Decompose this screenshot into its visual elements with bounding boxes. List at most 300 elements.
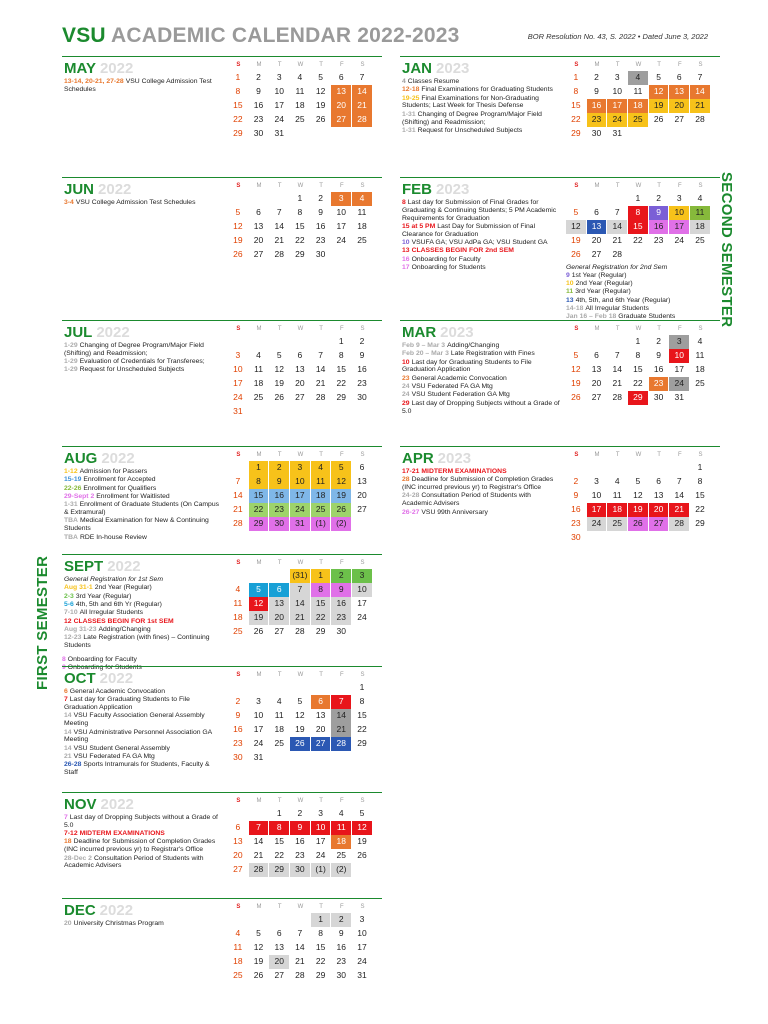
month-name (64, 670, 133, 687)
day-cell: 25 (607, 517, 627, 531)
day-cell: 16 (571, 504, 581, 514)
event-item (402, 342, 562, 350)
month-name (64, 181, 131, 198)
weekday-label: T (319, 672, 323, 678)
day-cell: 16 (331, 597, 351, 611)
event-item (64, 761, 224, 777)
month-grid (228, 446, 378, 531)
month-label: AUG (64, 450, 98, 467)
day-cell (228, 807, 248, 821)
day-cell (228, 569, 248, 583)
event-text: 2nd Year (Regular) (94, 584, 152, 592)
day-cell: 14 (290, 597, 310, 611)
day-cell: 30 (290, 863, 310, 877)
day-cell: 13 (233, 836, 243, 846)
event-item (64, 78, 224, 94)
day-cell: 5 (276, 350, 282, 360)
weekday-label: T (277, 798, 282, 804)
week-row (566, 391, 716, 405)
day-cell: 8 (297, 207, 303, 217)
month-grid (228, 792, 378, 877)
weekday-label: M (594, 62, 600, 68)
weekday-label: W (297, 452, 304, 458)
event-text: Adding/Changing (98, 625, 151, 633)
day-cell: 24 (357, 612, 367, 622)
day-cell: 3 (669, 335, 689, 349)
weekday-label: W (297, 672, 304, 678)
week-row (228, 583, 378, 597)
day-cell: 18 (357, 221, 367, 231)
event-item (402, 383, 562, 391)
day-cell (669, 248, 689, 262)
day-cell (228, 335, 248, 349)
weekday-header (228, 449, 378, 461)
day-cell: 13 (331, 85, 351, 99)
event-list (402, 199, 562, 272)
day-cell: 10 (233, 364, 243, 374)
day-cell: 6 (594, 207, 599, 217)
day-cell: 23 (269, 503, 289, 517)
day-cell: 11 (274, 710, 284, 720)
day-cell: 13 (315, 710, 326, 720)
event-text: Changing of Degree Program/Major Field (Shifting) and Readmission; (64, 342, 204, 357)
day-cell: 7 (331, 695, 351, 709)
day-cell: 19 (331, 489, 351, 503)
event-date: 5-6 (64, 600, 74, 608)
day-cell: (31) (290, 569, 310, 583)
day-cell: 21 (612, 378, 622, 388)
weekday-label: F (339, 183, 344, 189)
day-cell: 12 (331, 475, 351, 489)
day-cell: 30 (591, 128, 602, 138)
weekday-label: M (256, 560, 262, 566)
weekday-label: S (360, 672, 365, 678)
day-cell: 13 (587, 220, 607, 234)
day-cell: 16 (295, 836, 305, 846)
day-cell: 18 (311, 489, 331, 503)
day-cell: 26 (653, 114, 664, 124)
day-cell: 10 (253, 710, 264, 720)
day-cell: 4 (235, 928, 241, 938)
weekday-label: S (360, 798, 365, 804)
month-jun (62, 177, 382, 327)
day-cell: 18 (253, 378, 264, 388)
week-row (566, 461, 716, 475)
week-row (228, 597, 378, 611)
week-row (566, 220, 716, 234)
day-cell: 1 (311, 569, 331, 583)
event-text: CLASSES BEGIN FOR 1st SEM (73, 617, 174, 625)
weekday-label: S (236, 904, 241, 910)
note-text: 3rd Year (Regular) (575, 288, 631, 296)
month-grid (566, 177, 716, 322)
weekday-label: T (615, 326, 620, 332)
day-cell: 27 (233, 864, 243, 874)
day-cell: 4 (311, 461, 331, 475)
day-cell: 29 (357, 738, 367, 748)
note-text: All Irregular Students (585, 305, 649, 313)
day-cell: 8 (311, 583, 331, 597)
day-cell: 4 (256, 350, 261, 360)
event-list (64, 920, 224, 928)
event-date: 1-31 (64, 501, 78, 509)
event-text: 3rd Year (Regular) (75, 592, 132, 600)
weekday-label: M (256, 326, 262, 332)
event-date: 24 (402, 391, 410, 399)
week-row (566, 113, 716, 127)
month-grid (228, 666, 378, 765)
week-row (566, 531, 716, 545)
month-grid (228, 56, 378, 141)
week-row (228, 821, 378, 835)
event-item (64, 753, 224, 761)
note-date: Jan 16 – Feb 18 (566, 313, 617, 321)
day-cell: 16 (649, 220, 669, 234)
day-cell: 20 (233, 850, 243, 860)
day-cell: 12 (649, 85, 669, 99)
week-row (228, 941, 378, 955)
event-date: 7 (64, 696, 68, 704)
day-cell: 24 (357, 956, 367, 966)
day-cell: 17 (669, 220, 689, 234)
month-dec (62, 898, 382, 1024)
day-cell: 25 (695, 235, 705, 245)
day-cell (311, 127, 331, 141)
month-grid (566, 320, 716, 405)
day-cell: 9 (338, 928, 344, 938)
week-row (228, 927, 378, 941)
day-cell: 1 (573, 72, 579, 82)
weekday-header (228, 59, 378, 71)
day-cell: 25 (311, 503, 331, 517)
event-text: Late Registration (with fines) – Continuing Students (64, 634, 210, 649)
day-cell: 25 (233, 970, 243, 980)
day-cell: 14 (253, 836, 264, 846)
week-row (566, 85, 716, 99)
event-date: 4 (402, 78, 406, 85)
day-cell: 23 (649, 377, 669, 391)
note-item (566, 272, 721, 280)
event-date: 10 (402, 239, 410, 247)
day-cell: 26 (233, 249, 243, 259)
day-cell: 20 (357, 490, 367, 500)
day-cell (269, 405, 289, 419)
day-cell: 28 (315, 392, 326, 402)
day-cell: 24 (290, 503, 310, 517)
day-cell: 12 (566, 220, 586, 234)
week-row (228, 625, 378, 639)
day-cell: 5 (573, 350, 579, 360)
day-cell: 5 (256, 928, 261, 938)
weekday-header (228, 557, 378, 569)
week-row (228, 489, 378, 503)
day-cell: 3 (614, 72, 620, 82)
note-item (566, 264, 721, 272)
day-cell: 7 (614, 207, 620, 217)
day-cell: 7 (359, 72, 365, 82)
week-row (566, 71, 716, 85)
weekday-header (228, 901, 378, 913)
day-cell: 21 (295, 956, 305, 966)
weekday-label: S (360, 560, 365, 566)
day-cell: 12 (253, 942, 264, 952)
event-item (402, 223, 562, 239)
week-row (228, 192, 378, 206)
day-cell: 21 (253, 850, 264, 860)
weekday-header (566, 323, 716, 335)
day-cell: 4 (697, 193, 703, 203)
weekday-label: W (635, 326, 642, 332)
weekday-label: S (360, 452, 365, 458)
day-cell: 20 (591, 378, 602, 388)
event-list (64, 468, 224, 542)
day-cell: 10 (336, 207, 347, 217)
month-label: MAY (64, 60, 96, 77)
day-cell (628, 248, 648, 262)
day-cell: 29 (336, 392, 347, 402)
day-cell: 20 (295, 378, 305, 388)
day-cell: 12 (274, 364, 284, 374)
day-cell: 30 (653, 392, 664, 402)
weekday-label: T (319, 798, 323, 804)
day-cell (649, 248, 669, 262)
day-cell: 22 (571, 114, 581, 124)
event-date: 18 (64, 838, 72, 846)
day-cell (587, 461, 607, 475)
event-date: 1-31 (402, 110, 416, 118)
event-list (402, 342, 562, 416)
month-label: JAN (402, 60, 433, 77)
note-item (566, 288, 721, 296)
event-date: 14 (64, 744, 72, 752)
event-item (64, 855, 224, 871)
day-cell: 23 (336, 956, 347, 966)
event-date: 14 (64, 712, 72, 720)
month-label: SEPT (64, 558, 104, 575)
day-cell: 28 (331, 737, 351, 751)
week-row (228, 206, 378, 220)
day-cell (649, 461, 669, 475)
month-year: 2023 (440, 324, 474, 341)
day-cell (269, 192, 289, 206)
day-cell: 16 (233, 724, 243, 734)
day-cell: 24 (233, 392, 243, 402)
day-cell: 14 (607, 220, 627, 234)
day-cell: 3 (359, 914, 365, 924)
event-item (64, 517, 224, 533)
weekday-label: M (256, 798, 262, 804)
event-item (64, 476, 224, 484)
week-row (228, 863, 378, 877)
day-cell: 12 (315, 86, 326, 96)
day-cell: 23 (653, 235, 664, 245)
weekday-label: S (236, 326, 241, 332)
day-cell: 9 (318, 207, 323, 217)
day-cell: 29 (315, 970, 326, 980)
first-semester-label: FIRST SEMESTER (34, 555, 51, 690)
weekday-label: M (594, 183, 600, 189)
day-cell: 19 (253, 956, 264, 966)
day-cell: 26 (253, 626, 264, 636)
day-cell: 7 (297, 928, 303, 938)
day-cell: 6 (311, 695, 331, 709)
month-label: APR (402, 450, 434, 467)
weekday-label: S (236, 672, 241, 678)
day-cell: 10 (352, 583, 372, 597)
event-text: Classes Resume (407, 78, 460, 85)
day-cell: 2 (594, 72, 599, 82)
day-cell: 18 (274, 724, 284, 734)
event-date: 22-26 (64, 484, 82, 492)
event-date: 12-18 (402, 86, 420, 94)
day-cell: 27 (331, 113, 351, 127)
event-text: Consultation Period of Students with Academic Advisers (402, 492, 531, 508)
weekday-label: M (256, 452, 262, 458)
day-cell: 5 (318, 72, 323, 82)
day-cell: 30 (357, 392, 367, 402)
day-cell: 1 (297, 193, 303, 203)
weekday-label: T (319, 183, 323, 189)
event-item (402, 468, 562, 476)
week-row (566, 127, 716, 141)
weekday-label: T (277, 672, 282, 678)
day-cell: 16 (336, 942, 347, 952)
day-cell: 21 (612, 235, 622, 245)
event-text: Consultation Period of Students with Academic Advisers (64, 854, 204, 870)
event-text: Onboarding for Students (411, 264, 486, 271)
event-item (64, 199, 224, 207)
month-name (402, 324, 474, 341)
event-item (64, 468, 224, 476)
note-text: 1st Year (Regular) (571, 271, 627, 279)
weekday-label: S (574, 183, 579, 189)
day-cell: 8 (359, 696, 365, 706)
day-cell (566, 461, 586, 475)
weekday-label: F (339, 904, 344, 910)
day-cell: 24 (315, 850, 326, 860)
day-cell: 9 (594, 86, 599, 96)
day-cell: 15 (357, 710, 367, 720)
day-cell: 13 (253, 221, 264, 231)
event-date: 13-14, 20-21, 27-28 (64, 78, 124, 85)
month-year: 2022 (98, 181, 132, 198)
day-cell (690, 531, 710, 545)
day-cell: 19 (233, 235, 243, 245)
month-label: FEB (402, 181, 432, 198)
day-cell: 15 (695, 490, 705, 500)
weekday-label: S (360, 183, 365, 189)
day-cell: 4 (352, 192, 372, 206)
day-cell: 23 (571, 518, 581, 528)
week-row (228, 611, 378, 625)
day-cell: 8 (635, 350, 641, 360)
weekday-header (228, 323, 378, 335)
day-cell: 28 (233, 518, 243, 528)
day-cell: 29 (269, 863, 289, 877)
event-date: 24 (402, 383, 410, 391)
day-cell: 9 (235, 710, 241, 720)
event-text: MIDTERM EXAMINATIONS (421, 468, 507, 475)
event-item (402, 400, 562, 416)
day-cell: 30 (315, 249, 326, 259)
day-cell: 21 (233, 504, 243, 514)
event-date: 14 (64, 728, 72, 736)
month-label: JUN (64, 181, 95, 198)
day-cell (690, 248, 710, 262)
week-row (566, 234, 716, 248)
month-grid (228, 898, 378, 983)
day-cell: 11 (695, 350, 705, 360)
day-cell: 12 (571, 364, 581, 374)
week-row (228, 751, 378, 765)
event-date: 1-31 (402, 126, 416, 134)
week-row (228, 723, 378, 737)
event-item (64, 838, 224, 854)
day-cell: 27 (591, 249, 602, 259)
day-cell: 9 (331, 583, 351, 597)
day-cell: 2 (269, 461, 289, 475)
day-cell: 24 (336, 235, 347, 245)
day-cell: 28 (295, 970, 305, 980)
day-cell: 23 (253, 114, 264, 124)
day-cell: 26 (628, 517, 648, 531)
weekday-label: M (594, 326, 600, 332)
day-cell: 3 (352, 569, 372, 583)
day-cell (566, 335, 586, 349)
weekday-label: F (677, 62, 682, 68)
weekday-label: M (256, 672, 262, 678)
day-cell: 24 (674, 235, 685, 245)
week-row (228, 220, 378, 234)
weekday-label: T (277, 62, 282, 68)
weekday-label: S (698, 452, 703, 458)
day-cell: 28 (249, 863, 269, 877)
weekday-label: W (297, 798, 304, 804)
day-cell: 23 (295, 850, 305, 860)
note-text: Onboarding for Students (67, 664, 142, 672)
event-text: Final Examinations for Graduating Students (421, 86, 553, 94)
event-text: VSU Federated FA GA Mtg (411, 383, 493, 391)
note-date: 10 (566, 280, 574, 288)
day-cell: 23 (331, 611, 351, 625)
day-cell: 30 (336, 626, 347, 636)
day-cell: 18 (690, 220, 710, 234)
day-cell: 17 (290, 489, 310, 503)
day-cell: 18 (695, 364, 705, 374)
day-cell: 27 (674, 114, 685, 124)
day-cell (311, 405, 331, 419)
week-row (228, 807, 378, 821)
note-text: 2nd Year (Regular) (575, 280, 633, 288)
weekday-label: T (615, 452, 620, 458)
day-cell: 20 (269, 611, 289, 625)
event-text: Adding/Changing (447, 342, 500, 349)
weekday-label: W (635, 183, 642, 189)
week-row (228, 913, 378, 927)
weekday-label: T (319, 326, 323, 332)
event-item (402, 86, 562, 94)
weekday-label: W (297, 560, 304, 566)
weekday-label: S (360, 62, 365, 68)
day-cell: 5 (249, 583, 269, 597)
weekday-label: T (277, 183, 282, 189)
day-cell (587, 531, 607, 545)
weekday-label: S (360, 326, 365, 332)
week-row (566, 475, 716, 489)
day-cell: 10 (612, 86, 622, 96)
event-text: Last day for Graduating Students to File Graduation Application (402, 358, 532, 374)
event-text: MIDTERM EXAMINATIONS (79, 830, 165, 838)
